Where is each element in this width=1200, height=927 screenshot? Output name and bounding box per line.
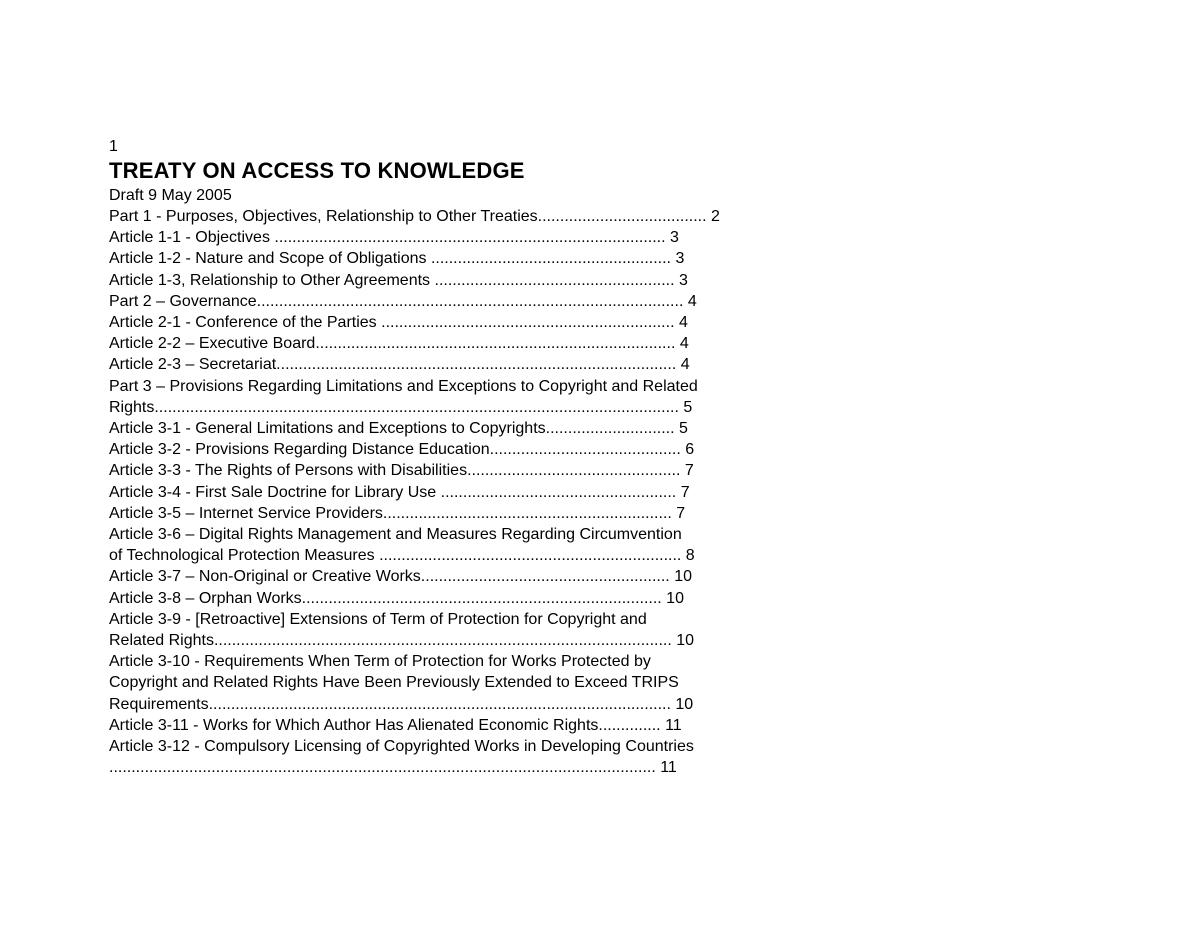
toc-entry-part-1: Part 1 - Purposes, Objectives, Relationship to Other Treaties...................................... 2 (109, 208, 720, 225)
toc-entry-article-3-7: Article 3-7 – Non-Original or Creative Works........................................................ 10 (109, 568, 692, 586)
document-title: TREATY ON ACCESS TO KNOWLEDGE (109, 158, 525, 183)
toc-entry-article-1-3: Article 1-3, Relationship to Other Agreements ...................................................... 3 (109, 271, 688, 289)
toc-entry-article-3-6-cont: of Technological Protection Measures .................................................................... 8 (109, 547, 695, 565)
toc-entry-article-3-12-cont: ........................................................................................................................... 11 (109, 759, 677, 777)
draft-date: Draft 9 May 2005 (109, 187, 232, 204)
toc-entry-article-2-2: Article 2-2 – Executive Board................................................................................. 4 (109, 335, 689, 353)
toc-entry-article-3-9-cont: Related Rights....................................................................................................... 10 (109, 632, 695, 650)
toc-entry-part-2: Part 2 – Governance................................................................................................ 4 (109, 292, 697, 310)
toc-entry-article-3-12: Article 3-12 - Compulsory Licensing of Copyrighted Works in Developing Countries (109, 738, 694, 756)
toc-entry-article-3-4: Article 3-4 - First Sale Doctrine for Library Use ..................................................... 7 (109, 483, 690, 501)
toc-entry-article-3-1: Article 3-1 - General Limitations and Exceptions to Copyrights............................. 5 (109, 420, 688, 438)
toc-entry-article-1-1: Article 1-1 - Objectives ........................................................................................ 3 (109, 229, 679, 247)
toc-entry-article-3-10: Article 3-10 - Requirements When Term of Protection for Works Protected by (109, 653, 651, 671)
toc-entry-article-3-2: Article 3-2 - Provisions Regarding Distance Education........................................... 6 (109, 441, 695, 459)
toc-entry-article-3-6: Article 3-6 – Digital Rights Management and Measures Regarding Circumvention (109, 526, 682, 544)
toc-entry-article-3-10-cont2: Requirements........................................................................................................ 10 (109, 695, 694, 713)
page-number: 1 (109, 138, 118, 155)
toc-entry-article-2-1: Article 2-1 - Conference of the Parties .................................................................. 4 (109, 314, 688, 332)
toc-entry-article-3-5: Article 3-5 – Internet Service Providers................................................................. 7 (109, 504, 686, 522)
toc-entry-part-3-cont: Rights...................................................................................................................... 5 (109, 398, 693, 416)
toc-entry-article-3-10-cont: Copyright and Related Rights Have Been Previously Extended to Exceed TRIPS (109, 674, 679, 692)
toc-entry-article-2-3: Article 2-3 – Secretariat.......................................................................................... 4 (109, 356, 690, 374)
toc-entry-article-3-11: Article 3-11 - Works for Which Author Has Alienated Economic Rights.............. 11 (109, 716, 682, 734)
toc-entry-article-3-3: Article 3-3 - The Rights of Persons with Disabilities................................................ 7 (109, 462, 694, 480)
toc-entry-article-1-2: Article 1-2 - Nature and Scope of Obligations ...................................................... 3 (109, 250, 685, 268)
table-of-contents (109, 206, 829, 778)
toc-entry-article-3-9: Article 3-9 - [Retroactive] Extensions of Term of Protection for Copyright and (109, 610, 647, 628)
document-page (109, 137, 829, 778)
toc-entry-part-3: Part 3 – Provisions Regarding Limitations and Exceptions to Copyright and Related (109, 377, 698, 395)
toc-entry-article-3-8: Article 3-8 – Orphan Works................................................................................. 10 (109, 589, 684, 607)
